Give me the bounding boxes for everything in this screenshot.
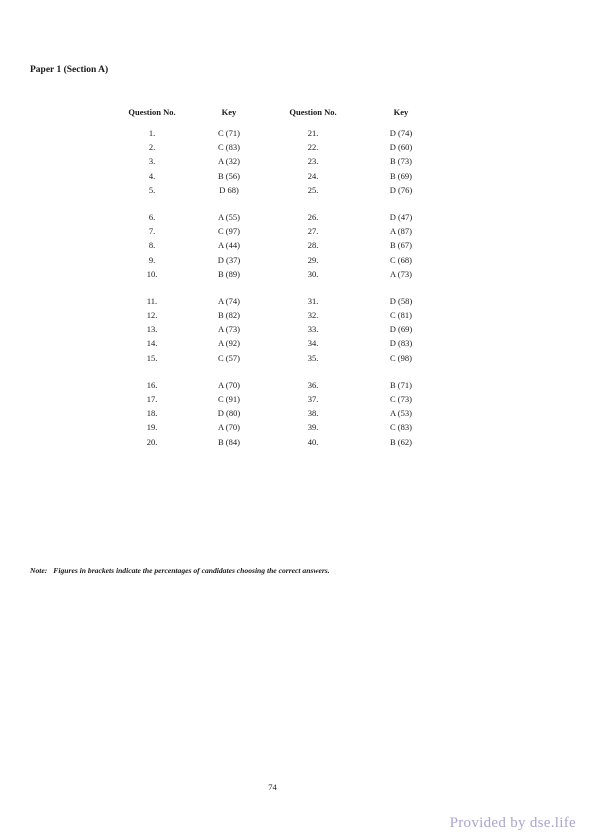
table-row [110,322,440,336]
table-row [110,351,440,365]
question-number: 2. [148,142,156,153]
question-number: 34. [307,338,319,349]
answer-key: A (32) [218,156,240,167]
question-number: 26. [307,211,319,222]
answer-key: D (47) [389,211,413,222]
answer-key: B (89) [218,268,240,279]
question-number: 36. [307,379,319,390]
table-row [110,406,440,420]
question-number: 22. [307,142,319,153]
answer-key: B (69) [390,170,412,181]
table-row [110,378,440,392]
column-header: Key [393,107,409,117]
question-number: 17. [146,394,158,404]
question-number: 8. [148,240,156,251]
row-group [110,210,440,281]
table-row [110,267,440,281]
question-number: 21. [307,128,319,138]
answer-key: C (83) [390,422,412,433]
note-text: Figures in brackets indicate the percentages of candidates choosing the correct answers. [53,566,330,575]
question-number: 20. [146,436,158,447]
row-group [110,378,440,449]
question-number: 1. [148,128,156,138]
table-row [110,140,440,154]
table-row [110,308,440,322]
answer-key: C (83) [218,142,240,153]
answer-key: A (73) [218,324,240,335]
answer-key: C (71) [218,128,240,138]
answer-key: B (73) [390,156,412,167]
question-number: 16. [146,379,158,390]
table-row [110,253,440,267]
answer-key: A (92) [218,338,240,349]
question-number: 35. [307,352,319,363]
answer-key: D (74) [389,128,413,138]
table-row [110,224,440,238]
question-number: 33. [307,324,319,335]
question-number: 6. [148,211,156,222]
question-number: 40. [307,436,319,447]
answer-key: C (68) [390,254,412,265]
table-row [110,435,440,449]
column-header: Key [221,107,237,117]
table-row [110,420,440,434]
table-row [110,169,440,183]
question-number: 29. [307,254,319,265]
answer-key: D (80) [217,408,241,419]
question-number: 3. [148,156,156,167]
row-group [110,294,440,365]
answer-key: B (67) [390,240,412,251]
answer-key: D (60) [389,142,413,153]
question-number: 12. [146,310,158,321]
table-row [110,336,440,350]
answer-key: D (37) [217,254,241,265]
question-number: 11. [146,295,158,306]
answer-key: A (70) [218,422,240,433]
answer-key: D (83) [389,338,413,349]
answer-key: C (81) [390,310,412,321]
table-row [110,126,440,140]
question-number: 13. [146,324,158,335]
answer-key: C (91) [218,394,240,404]
answer-key: B (84) [218,436,240,447]
table-row [110,183,440,197]
answer-key: A (55) [218,211,240,222]
table-row [110,210,440,224]
table-body [110,126,440,449]
question-number: 27. [307,226,319,237]
question-number: 39. [307,422,319,433]
question-number: 5. [148,184,156,195]
answer-key: A (44) [218,240,240,251]
question-number: 31. [307,295,319,306]
table-row [110,294,440,308]
question-number: 23. [307,156,319,167]
question-number: 4. [148,170,156,181]
note [30,566,330,575]
question-number: 10. [146,268,158,279]
section-heading: Paper 1 (Section A) [30,65,109,75]
answer-key: C (73) [390,394,412,404]
question-number: 9. [148,254,156,265]
question-number: 14. [146,338,158,349]
answer-key-table [110,106,440,462]
question-number: 25. [307,184,319,195]
answer-key: D (76) [389,184,413,195]
note-label: Note: [30,566,48,575]
table-row [110,154,440,168]
answer-key: D (69) [389,324,413,335]
question-number: 30. [307,268,319,279]
table-row [110,392,440,406]
question-number: 15. [146,352,158,363]
answer-key: B (56) [218,170,240,181]
answer-key: D 68) [219,184,239,195]
watermark: Provided by dse.life [449,815,576,831]
answer-key: A (87) [390,226,412,237]
question-number: 24. [307,170,319,181]
answer-key: A (53) [390,408,412,419]
answer-key: A (70) [218,379,240,390]
answer-key: B (82) [218,310,240,321]
row-group [110,126,440,197]
column-header: Question No. [128,107,176,117]
question-number: 37. [307,394,319,404]
answer-key: D (58) [389,295,413,306]
question-number: 32. [307,310,319,321]
answer-key: A (74) [218,295,240,306]
table-row [110,238,440,252]
question-number: 7. [148,226,156,237]
table-header [110,106,440,126]
question-number: 18. [146,408,158,419]
answer-key: C (98) [390,352,412,363]
answer-key: B (62) [390,436,412,447]
question-number: 28. [307,240,319,251]
column-header: Question No. [289,107,337,117]
answer-key: C (97) [218,226,240,237]
question-number: 38. [307,408,319,419]
answer-key: C (57) [218,352,240,363]
question-number: 19. [146,422,158,433]
answer-key: B (71) [390,379,412,390]
page-number: 74 [268,782,277,792]
answer-key: A (73) [390,268,412,279]
